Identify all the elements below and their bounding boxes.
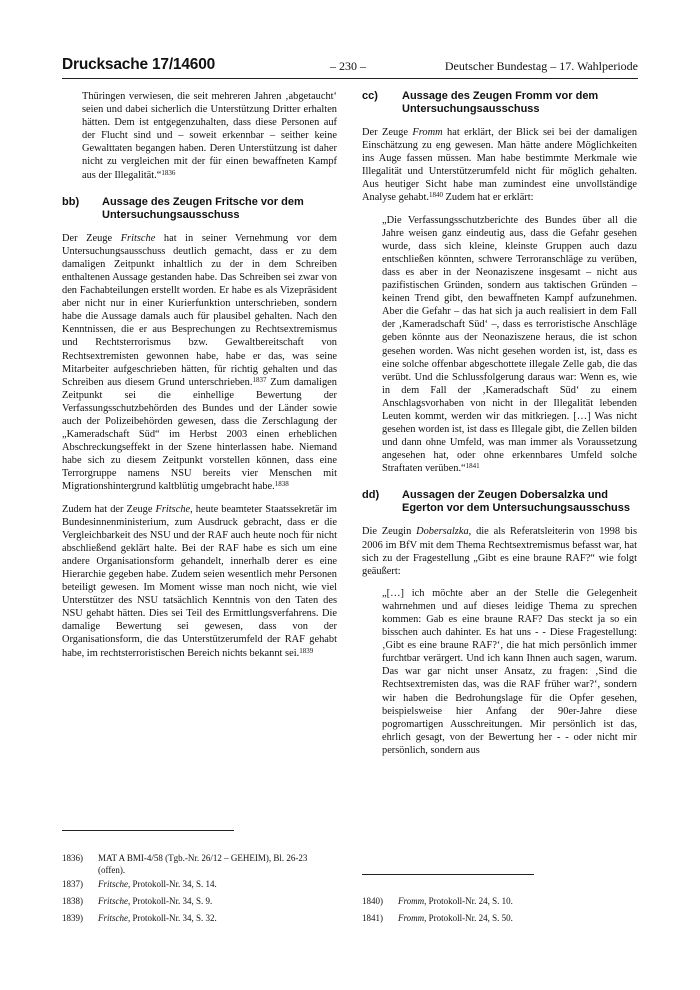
witness-name: Fromm: [412, 127, 443, 138]
heading-text: Aussagen der Zeugen Dobersalzka und Egerton vor dem Untersuchungsausschuss: [402, 489, 630, 515]
text-run: Der Zeuge: [62, 232, 121, 244]
header-divider: [62, 78, 638, 79]
publisher-period: Deutscher Bundestag – 17. Wahlperiode: [444, 59, 638, 73]
text-run: Zum damaligen Zeitpunkt sei die einhellige Bewertung der Verfassungsschutzbehörden des Bundes und der Länder sowie auch der Polizeibehörden gewesen, dass die Zerschlagung der „Kameradschaft Süd“ im Herbst 2003 einen erheblichen Abschreckungseffekt in der Szene hinterlassen habe. Niemand habe sich zu diesem Zeitpunkt vorstellen können, dass eine Terrorgruppe namens NSU bereits vier Menschen mit Migrationshintergrund kaltblütig umgebracht habe.: [62, 376, 337, 493]
footnote-number: 1836): [62, 853, 83, 863]
footnote-text: , Protokoll-Nr. 34, S. 14.: [128, 879, 217, 889]
text-run: Zudem hat der Zeuge: [62, 503, 156, 515]
fritsche-paragraph-2: [62, 503, 337, 660]
footnote-number: 1841): [362, 913, 383, 923]
footnote-number: 1839): [62, 913, 83, 923]
footnote-1841: [362, 913, 637, 925]
heading-text: Aussage des Zeugen Fromm vor dem Untersuchungsausschuss: [402, 90, 599, 115]
footnote-ref: 1838: [274, 480, 289, 489]
footnote-text: , Protokoll-Nr. 24, S. 50.: [424, 913, 513, 923]
footnote-ref: 1840: [428, 191, 443, 200]
heading-number: bb): [62, 195, 80, 208]
heading-number: dd): [362, 489, 380, 502]
text-run: hat in seiner Vernehmung vor dem Untersuchungsausschuss deutlich gemacht, dass er zu dem damaligen Zeitpunkt inhaltlich zu der in dem Schreiben enthaltenen Aussage gestanden habe. Das Schreiben sei zwar von den Fachabteilungen erstellt worden. Er habe es als Vizepräsident aber nicht nur in einer Kurierfunktion unterschrieben, sondern habe die Aussage damals auch für plausibel gehalten. Nach den Kenntnissen, die er aus Besprechungen zu Rechtsextremismus und Rechtsterrorismus bzw. Gewaltbereitschaft von Rechtsextremisten gewonnen habe, habe er das, was seine Mitarbeiter aufgeschrieben hätten, für richtig gehalten und das Schreiben aus diesem Grund unterschrieben.: [62, 232, 337, 388]
text-run: , die als Referatsleiterin von 1998 bis 2006 im BfV mit dem Thema Rechtsextremismus befasst war, hat sich zu der Fragestellung „Gibt es eine braune RAF?“ wie folgt geäußert:: [362, 526, 637, 577]
quote-text: „[…] ich möchte aber an der Stelle die Gelegenheit wahrnehmen und auf dieses leidige Thema zu sprechen kommen: Gab es eine braune RAF? Das steckt ja so ein bisschen auch dahinter. Es hat uns - - Diese Fragestellung: ‚Gibt es eine braune RAF?‘, die hat mich persönlich immer furchtbar verärgert. Und ich kann Ihnen auch sagen, warum. Das war gar nicht unser Ansatz, zu fragen: ‚Sind die Rechtsextremisten das, was die RAF früher war?‘, sondern wir haben die Bedrohungslage für die Opfer gesehen, beispielsweise hier Anfang der 90er-Jahre diese pogromartigen Ausschreitungen. Mir persönlich ist das, ehrlich gesagt, von der Bewertung her - - oder nicht mir persönlich, sondern aus: [382, 587, 637, 756]
footnote-text: , Protokoll-Nr. 34, S. 9.: [128, 896, 213, 906]
intro-text: Thüringen verwiesen, die seit mehreren Jahren ‚abgetaucht‘ seien und dabei sicherlich die Unterstützung Dritter erhalten hätten. Dem ist entgegenzuhalten, dass diese Personen auf der Flucht sind und – soweit erkennbar – seither keine Gewalttaten begangen haben. Deren Unterstützung ist daher nicht zu vergleichen mit der für einen bewaffneten Kampf aus der Illegalität.“: [82, 91, 337, 181]
footnote-number: 1838): [62, 896, 83, 906]
heading-text: Aussage des Zeugen Fritsche vor dem Untersuchungsausschuss: [102, 195, 304, 221]
footnote-1836: [62, 853, 337, 876]
witness-name: Fritsche: [98, 879, 128, 889]
text-run: Zudem hat er erklärt:: [442, 192, 534, 204]
footnote-1837: [62, 879, 337, 891]
witness-name: Fritsche: [98, 896, 128, 906]
text-run: hat erklärt, der Blick sei bei der damaligen Einschätzung zu eng gewesen. Man hätte andere Möglichkeiten ins Auge fassen müssen. Man habe bestimmte Merkmale wie Illegalität und Unterstützerumfeld nicht für möglich gehalten. Aus heutiger Sicht habe man zumindest eine unvollständige Analyse gehabt.: [362, 127, 638, 204]
witness-name: Fritsche: [120, 232, 156, 244]
footnote-divider-right: [362, 874, 534, 875]
heading-number: cc): [362, 90, 378, 102]
text-run: Die Zeugin: [362, 526, 417, 538]
footnote-ref: 1841: [465, 462, 480, 471]
fromm-quote: [362, 214, 637, 476]
witness-name: Fritsche: [155, 503, 191, 515]
fromm-paragraph: [362, 126, 637, 205]
witness-name: Fritsche: [98, 913, 128, 923]
text-run: Der Zeuge: [362, 127, 413, 138]
running-header: [62, 56, 638, 76]
footnote-number: 1840): [362, 896, 383, 906]
document-number: Drucksache 17/14600: [62, 56, 216, 73]
fritsche-paragraph-1: [62, 232, 337, 494]
footnote-number: 1837): [62, 879, 83, 889]
section-heading-dd: [362, 489, 637, 515]
footnote-ref: 1839: [299, 646, 314, 655]
footnote-1840: [362, 896, 637, 908]
right-column: [362, 90, 637, 766]
footnote-text: MAT A BMI-4/58 (Tgb.-Nr. 26/12 – GEHEIM), Bl. 26-23 (offen).: [98, 853, 308, 875]
section-heading-bb: [62, 196, 337, 222]
footnote-text: , Protokoll-Nr. 24, S. 10.: [424, 896, 513, 906]
quote-text: „Die Verfassungsschutzberichte des Bundes über all die Jahre weisen ganz eindeutig aus, dass die Gefahr gesehen wurde, dass sich kleine, kleinste Gruppen auch dazu entschließen könnten, schwere Terroranschläge zu verüben, dass es aber in der Neonaziszene insgesamt – nicht aus pazifistischen Gründen, sondern aus taktischen Gründen – keinen Trend gibt, den bewaffneten Kampf aufzunehmen. Aber die Gefahr – das hat sich ja auch realisiert in dem Fall der ‚Kameradschaft Süd‘ –, dass es terroristische Anschläge geben könnte aus der Neonaziszene heraus, die ist schon gesehen worden. Was nicht gesehen worden ist, ist, dass es eine solche offenbar abgeschottete illegale Zelle gab, die das verübt. Und die Schlussfolgerung daraus war: Wenn es, wie in dem Fall der ‚Kameradschaft Süd‘ zu einem Anschlagsvorhaben von nicht in der Illegalität lebenden Leuten kommt, werden wir das mitkriegen. […] Was nicht gesehen worden ist, ist dass es Illegale gibt, die Zellen bilden und dann ohne Umfeld, was man immer als Voraussetzung angesehen hat, oder ohne erkennbares Umfeld solche Straftaten verüben.“: [382, 214, 637, 475]
footnote-divider-left: [62, 830, 234, 831]
intro-paragraph: [62, 90, 337, 182]
footnote-text: , Protokoll-Nr. 34, S. 32.: [128, 913, 217, 923]
left-column: [62, 90, 337, 669]
text-run: , heute beamteter Staatssekretär im Bundesinnenministerium, zum Ausdruck gebracht, dass er die Vergleichbarkeit des NSU und der RAF auch heute noch für nicht abschließend geklärt halte. Bei der RAF habe es sich um eine andere Organisationsform gehandelt, innerhalb derer es eine Hierarchie gegeben habe. Zudem seien wesentlich mehr Personen beteiligt gewesen. Im Moment wisse man noch nicht, wie viel Unterstützer des NSU tatsächlich Kenntnis von den Taten des NSU gehabt hätten. Dies sei Teil des Ermittlungsverfahrens. Die damalige Bewertung sei gewesen, dass von der Organisationsform, die das Unterstützerumfeld der RAF gehabt habe, im rechtsterroristischen Bereich nichts bekannt sei.: [62, 503, 338, 659]
footnote-ref: 1837: [252, 375, 267, 384]
footnote-1839: [62, 913, 337, 925]
footnote-ref: 1836: [161, 168, 176, 177]
witness-name: Fromm: [398, 896, 425, 906]
footnote-1838: [62, 896, 337, 908]
dobersalzka-paragraph: [362, 525, 637, 577]
witness-name: Fromm: [398, 913, 425, 923]
section-heading-cc: [362, 90, 637, 116]
page-number: – 230 –: [330, 59, 366, 73]
witness-name: Dobersalzka: [416, 526, 469, 538]
dobersalzka-quote: [362, 587, 637, 757]
